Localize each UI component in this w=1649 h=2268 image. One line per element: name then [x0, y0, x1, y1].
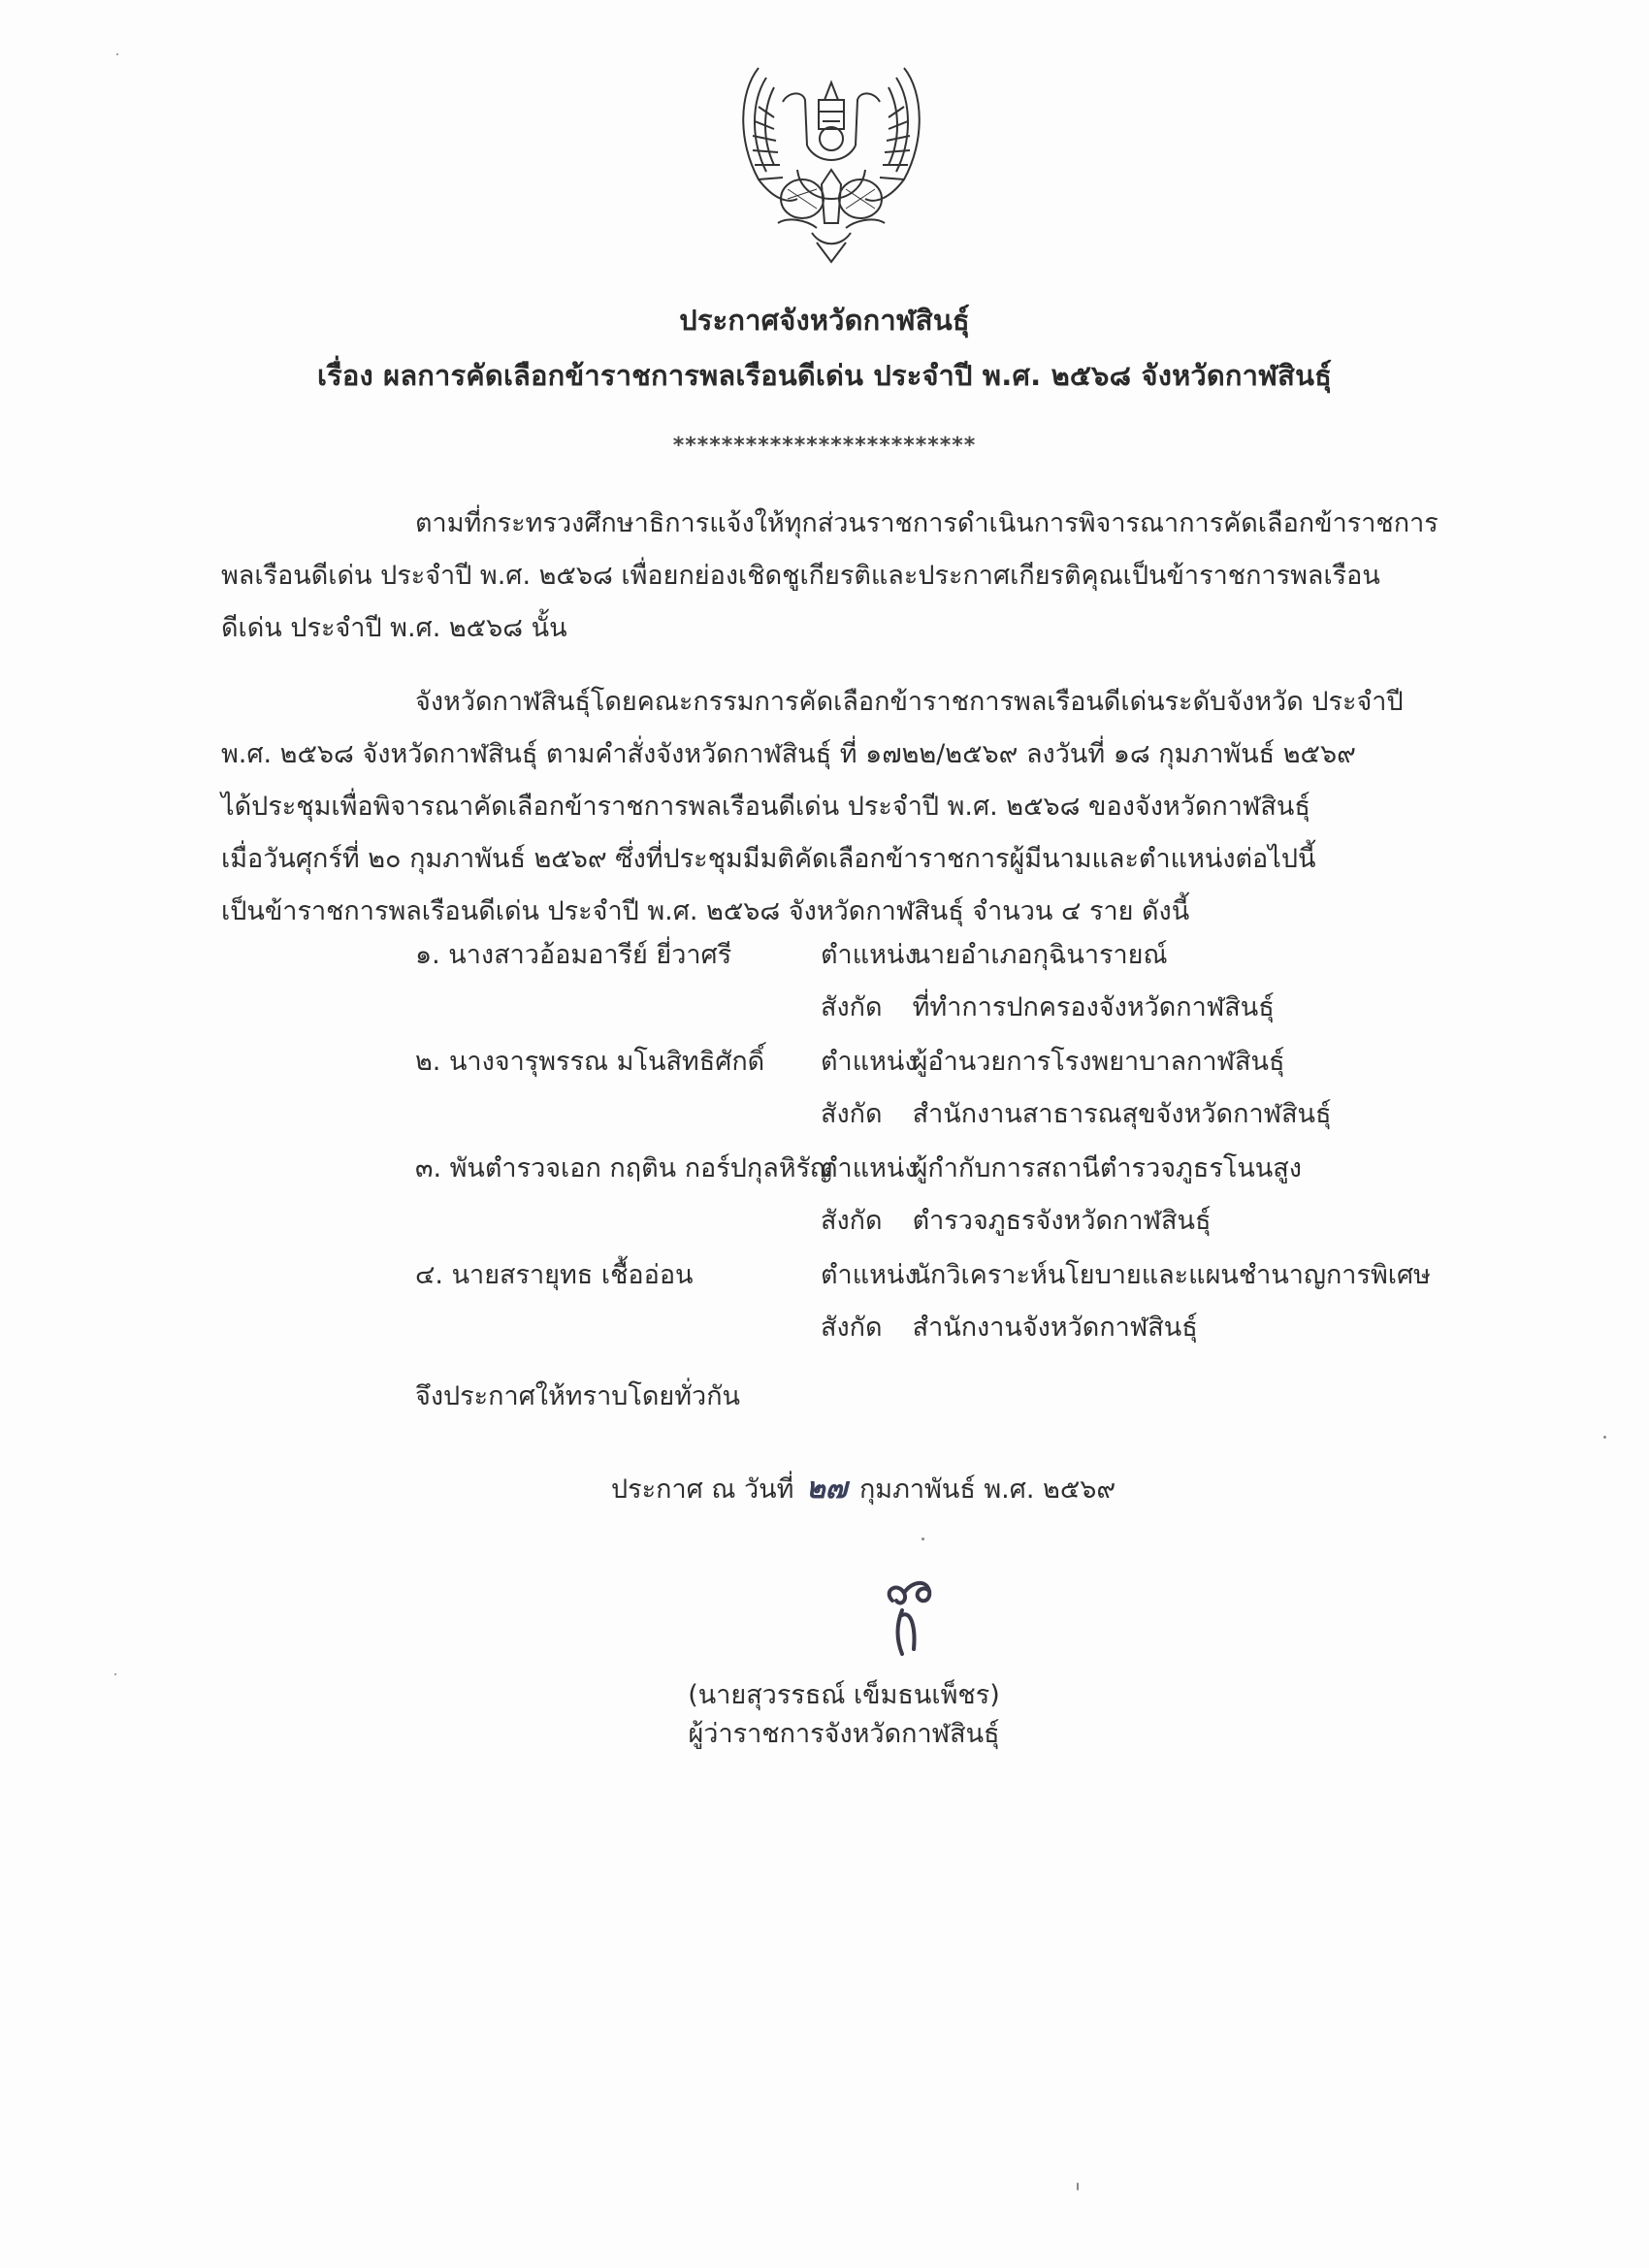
scan-speck — [1603, 1436, 1606, 1439]
paragraph-line: ดีเด่น ประจำปี พ.ศ. ๒๕๖๘ นั้น — [221, 613, 567, 643]
nominee-affiliation-row — [821, 982, 1275, 1034]
nominee-position: นักวิเคราะห์นโยบายและแผนชำนาญการพิเศษ — [912, 1260, 1431, 1290]
paragraph-line: ได้ประชุมเพื่อพิจารณาคัดเลือกข้าราชการพลเรือนดีเด่น ประจำปี พ.ศ. ๒๕๖๘ ของจังหวัดกาฬสินธุ์ — [221, 792, 1310, 822]
paragraph-line: พ.ศ. ๒๕๖๘ จังหวัดกาฬสินธุ์ ตามคำสั่งจังหวัดกาฬสินธุ์ ที่ ๑๗๒๒/๒๕๖๙ ลงวันที่ ๑๘ กุมภาพันธ์ ๒๕๖๙ — [221, 739, 1356, 769]
affiliation-label: สังกัด — [821, 1312, 883, 1343]
paragraph-line: จังหวัดกาฬสินธุ์โดยคณะกรรมการคัดเลือกข้าราชการพลเรือนดีเด่นระดับจังหวัด ประจำปี — [415, 687, 1404, 717]
date-suffix: กุมภาพันธ์ พ.ศ. ๒๕๖๙ — [858, 1474, 1116, 1505]
position-label: ตำแหน่ง — [821, 940, 918, 970]
document-title: ประกาศจังหวัดกาฬสินธุ์ — [679, 304, 970, 337]
paragraph-line: เมื่อวันศุกร์ที่ ๒๐ กุมภาพันธ์ ๒๕๖๙ ซึ่งที่ประชุมมีมติคัดเลือกข้าราชการผู้มีนามและตำแหน่งต่อไปนี้ — [221, 844, 1316, 874]
position-label: ตำแหน่ง — [821, 1260, 918, 1290]
affiliation-label: สังกัด — [821, 992, 883, 1022]
position-label: ตำแหน่ง — [821, 1047, 918, 1077]
announcement-date — [611, 1463, 1116, 1516]
nominee-position: นายอำเภอกุฉินารายณ์ — [912, 940, 1168, 970]
nominee-position: ผู้อำนวยการโรงพยาบาลกาฬสินธุ์ — [912, 1047, 1285, 1077]
nominee-name: ๓. พันตำรวจเอก กฤติน กอร์ปกุลหิรัญ — [415, 1153, 833, 1183]
paragraph-2 — [221, 676, 1445, 938]
paragraph-line: เป็นข้าราชการพลเรือนดีเด่น ประจำปี พ.ศ. ๒๕๖๘ จังหวัดกาฬสินธุ์ จำนวน ๔ ราย ดังนี้ — [221, 896, 1190, 926]
scan-speck — [116, 53, 118, 55]
nominee-affiliation-row — [821, 1195, 1211, 1247]
nominee-name: ๒. นางจารุพรรณ มโนสิทธิศักดิ์ — [415, 1047, 765, 1077]
signatory-title: ผู้ว่าราชการจังหวัดกาฬสินธุ์ — [688, 1719, 1000, 1749]
handwritten-day: ๒๗ — [806, 1472, 848, 1506]
handwritten-signature-icon — [873, 1571, 951, 1659]
date-prefix: ประกาศ ณ วันที่ — [611, 1474, 794, 1505]
nominee-affiliation-row — [821, 1302, 1198, 1354]
nominee-affiliation-row — [821, 1088, 1332, 1141]
affiliation-label: สังกัด — [821, 1099, 883, 1129]
paragraph-line: ตามที่กระทรวงศึกษาธิการแจ้งให้ทุกส่วนราชการดำเนินการพิจารณาการคัดเลือกข้าราชการ — [415, 508, 1439, 538]
nominee-position-row — [821, 929, 1168, 982]
nominee-position-row — [821, 1249, 1431, 1302]
closing-statement: จึงประกาศให้ทราบโดยทั่วกัน — [415, 1381, 740, 1411]
scan-speck — [114, 1673, 116, 1675]
position-label: ตำแหน่ง — [821, 1153, 918, 1183]
nominee-name: ๔. นายสรายุทธ เชื้ออ่อน — [415, 1260, 694, 1290]
scan-speck — [1077, 2183, 1079, 2190]
signatory-name: (นายสุวรรธณ์ เข็มธนเพ็ชร) — [688, 1680, 1000, 1710]
nominee-affiliation: สำนักงานสาธารณสุขจังหวัดกาฬสินธุ์ — [912, 1099, 1332, 1129]
affiliation-label: สังกัด — [821, 1206, 883, 1236]
nominee-affiliation: สำนักงานจังหวัดกาฬสินธุ์ — [912, 1312, 1198, 1343]
asterisk-separator: ************************* — [672, 434, 977, 458]
nominee-name: ๑. นางสาวอ้อมอารีย์ ยี่วาศรี — [415, 940, 732, 970]
nominee-affiliation: ตำรวจภูธรจังหวัดกาฬสินธุ์ — [912, 1206, 1212, 1236]
garuda-emblem-icon — [729, 53, 933, 267]
nominee-affiliation: ที่ทำการปกครองจังหวัดกาฬสินธุ์ — [912, 992, 1275, 1022]
nominee-position-row — [821, 1036, 1284, 1088]
paragraph-line: พลเรือนดีเด่น ประจำปี พ.ศ. ๒๕๖๘ เพื่อยกย่องเชิดชูเกียรติและประกาศเกียรติคุณเป็นข้าราชการพลเรือน — [221, 561, 1380, 591]
nominee-position: ผู้กำกับการสถานีตำรวจภูธรโนนสูง — [912, 1153, 1302, 1183]
scan-speck — [922, 1538, 924, 1540]
paragraph-1 — [221, 498, 1445, 655]
nominee-position-row — [821, 1143, 1302, 1195]
document-subject: เรื่อง ผลการคัดเลือกข้าราชการพลเรือนดีเด่น ประจำปี พ.ศ. ๒๕๖๘ จังหวัดกาฬสินธุ์ — [316, 359, 1333, 392]
